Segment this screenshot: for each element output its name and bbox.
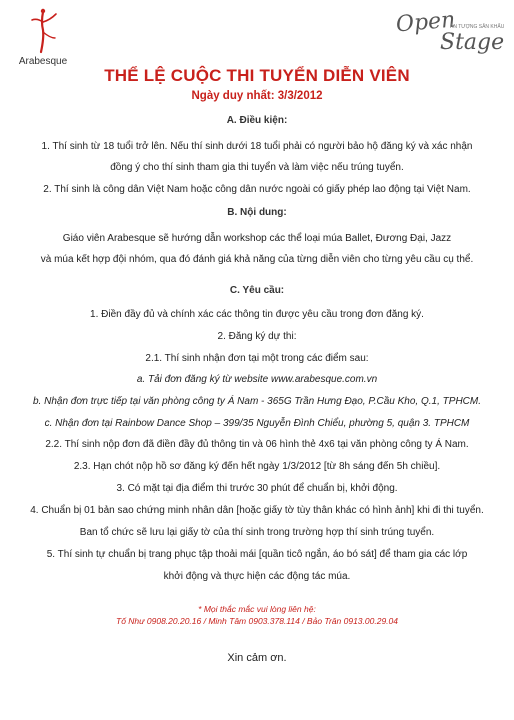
logo-small-text: ẤN TƯỢNG SÂN KHẤU xyxy=(450,24,505,30)
open-stage-logo xyxy=(395,7,506,70)
requirement-3: 3. Có mặt tại địa điểm thi trước 30 phút để chuẩn bị, khởi động. xyxy=(116,483,398,494)
logo-open-text: Open xyxy=(395,7,457,38)
page-subtitle: Ngày duy nhất: 3/3/2012 xyxy=(191,90,323,102)
condition-2: 2. Thí sinh là công dân Việt Nam hoặc công dân nước ngoài có giấy phép lao động tại Việt Nam. xyxy=(43,184,471,195)
arabesque-logo xyxy=(12,8,74,67)
contact-label: * Mọi thắc mắc vui lòng liên hệ: xyxy=(198,604,316,614)
logo-left-name: Arabesque xyxy=(18,56,68,67)
requirement-2: 2. Đăng ký dự thi: xyxy=(217,331,297,342)
requirement-5-line1: 5. Thí sinh tự chuẩn bị trang phục tập thoải mái [quần ticô ngắn, áo bó sát] để tham gia các lớp xyxy=(46,549,468,560)
condition-1-line2: đồng ý cho thí sinh tham gia thi tuyển và làm việc nếu trúng tuyển. xyxy=(110,162,404,173)
content-line2: và múa kết hợp đội nhóm, qua đó đánh giá khả năng của từng diễn viên cho từng yêu cầu cụ thể. xyxy=(40,254,474,265)
logo-stage-text: Stage xyxy=(440,30,505,55)
requirement-4-line2: Ban tổ chức sẽ lưu lại giấy tờ của thí sinh trong trường hợp thí sinh trúng tuyển. xyxy=(79,527,435,538)
condition-1-line1: 1. Thí sinh từ 18 tuổi trở lên. Nếu thí sinh dưới 18 tuổi phải có người bảo hộ đăng ký và xác nhận xyxy=(41,141,473,152)
requirement-1: 1. Điền đầy đủ và chính xác các thông tin được yêu cầu trong đơn đăng ký. xyxy=(90,309,424,320)
requirement-2-1-c: c. Nhận đơn tại Rainbow Dance Shop – 399/35 Nguyễn Đình Chiểu, phường 5, quận 3. TPHCM xyxy=(44,418,470,429)
section-a-heading: A. Điều kiện: xyxy=(226,115,288,126)
requirement-2-1-b: b. Nhận đơn trực tiếp tại văn phòng công ty Á Nam - 365G Trần Hưng Đạo, P.Cầu Kho, Q.1, TPHCM. xyxy=(32,396,481,407)
requirement-4-line1: 4. Chuẩn bị 01 bản sao chứng minh nhân dân [hoặc giấy tờ tùy thân khác có hình ảnh] khi đi thi tuyển. xyxy=(30,505,484,516)
section-b-heading: B. Nội dung: xyxy=(227,207,287,218)
contact-phones: Tố Như 0908.20.20.16 / Minh Tâm 0903.378.114 / Bảo Trân 0913.00.29.04 xyxy=(116,616,398,626)
page-title: THỂ LỆ CUỘC THI TUYỂN DIỄN VIÊN xyxy=(104,66,410,85)
requirement-2-2: 2.2. Thí sinh nộp đơn đã điền đầy đủ thông tin và 06 hình thẻ 4x6 tại văn phòng công ty Á Nam. xyxy=(45,439,469,450)
requirement-2-3: 2.3. Hạn chót nộp hồ sơ đăng ký đến hết ngày 1/3/2012 [từ 8h sáng đến 5h chiều]. xyxy=(73,461,441,472)
dancer-logo-icon xyxy=(28,8,58,54)
section-c-heading: C. Yêu cầu: xyxy=(229,285,285,296)
requirement-2-1: 2.1. Thí sinh nhận đơn tại một trong các điểm sau: xyxy=(145,353,369,364)
content-line1: Giáo viên Arabesque sẽ hướng dẫn workshop các thể loại múa Ballet, Đương Đại, Jazz xyxy=(62,233,452,244)
requirement-5-line2: khởi động và thực hiện các động tác múa. xyxy=(163,571,351,582)
requirement-2-1-a: a. Tải đơn đăng ký từ website www.arabesque.com.vn xyxy=(136,374,378,385)
thank-you-text: Xin cảm ơn. xyxy=(227,652,287,664)
